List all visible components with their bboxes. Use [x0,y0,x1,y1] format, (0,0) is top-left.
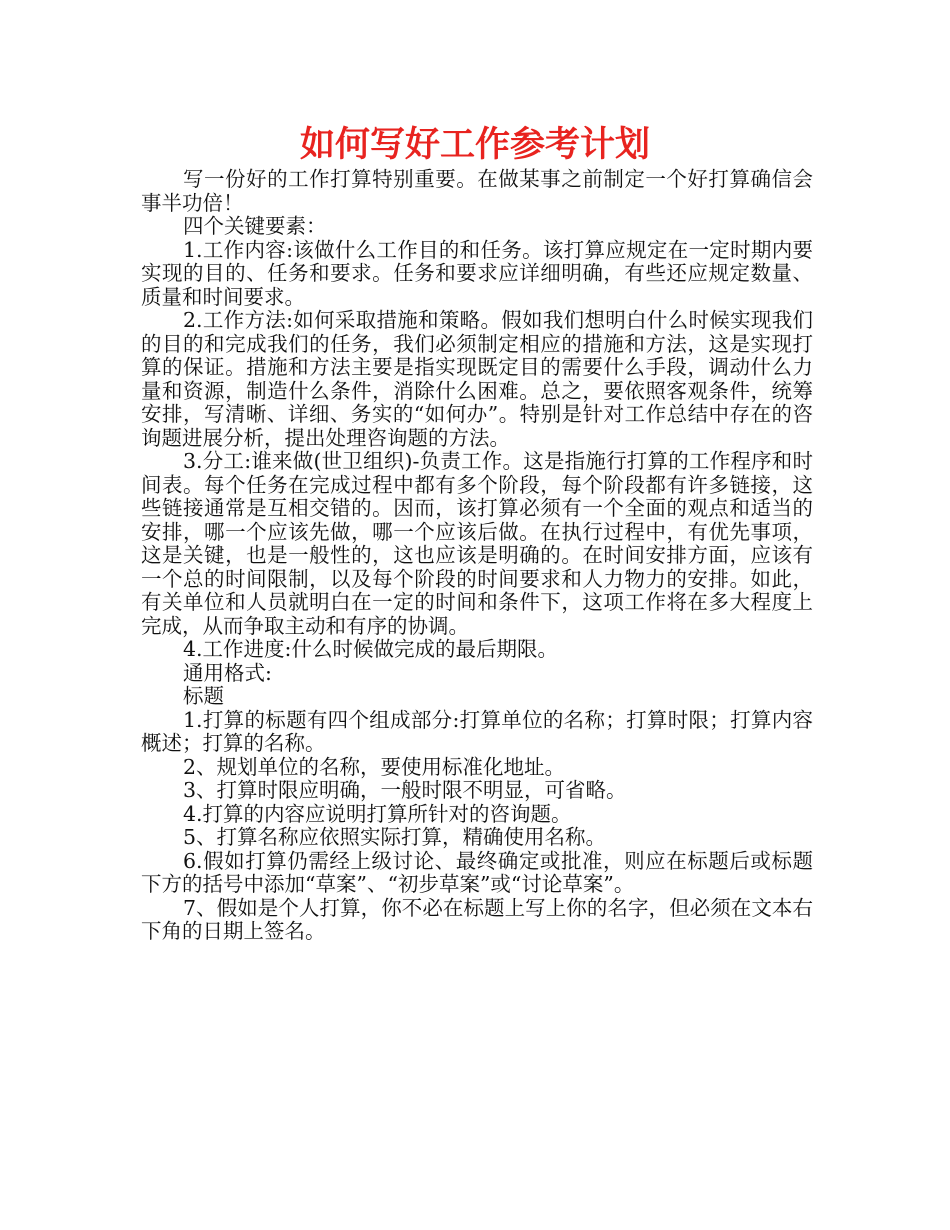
paragraph-format-item-4: 4.打算的内容应说明打算所针对的咨询题。 [183,801,572,826]
paragraph-format-item-1: 1.打算的标题有四个组成部分:打算单位的名称；打算时限；打算内容概述；打算的名称。 [141,707,813,755]
document-body [141,168,813,944]
paragraph-division-of-labor: 3.分工:谁来做(世卫组织)-负责工作。这是指施行打算的工作程序和时间表。每个任务在完成过程中都有多个阶段，每个阶段都有许多链接，这些链接通常是互相交错的。因而，该打算必须有一个全面的观点和适当的安排，哪一个应该先做，哪一个应该后做。在执行过程中，有优先事项，这是关键，也是一般性的，这也应该是明确的。在时间安排方面，应该有一个总的时间限制，以及每个阶段的时间要求和人力物力的安排。如此，有关单位和人员就明白在一定的时间和条件下，这项工作将在多大程度上完成，从而争取主动和有序的协调。 [141,449,813,638]
paragraph-format-item-3: 3、打算时限应明确，一般时限不明显，可省略。 [183,778,627,802]
paragraph-heading-label: 标题 [183,684,224,708]
paragraph-intro: 写一份好的工作打算特别重要。在做某事之前制定一个好打算确信会事半功倍！ [141,167,813,215]
document-title: 如何写好工作参考计划 [299,125,650,165]
paragraph-format-item-5: 5、打算名称应依照实际打算，精确使用名称。 [183,825,607,849]
paragraph-format-item-7: 7、假如是个人打算，你不必在标题上写上你的名字，但必须在文本右下角的日期上签名。 [141,895,813,943]
paragraph-general-format: 通用格式: [183,660,272,685]
paragraph-work-content: 1.工作内容:该做什么工作目的和任务。该打算应规定在一定时期内要实现的目的、任务和要求。任务和要求应详细明确，有些还应规定数量、质量和时间要求。 [141,237,813,309]
paragraph-format-item-6: 6.假如打算仍需经上级讨论、最终确定或批准，则应在标题后或标题下方的括号中添加“草案”、“初步草案”或“讨论草案”。 [141,848,813,896]
paragraph-work-progress: 4.工作进度:什么时候做完成的最后期限。 [183,637,558,661]
paragraph-work-method: 2.工作方法:如何采取措施和策略。假如我们想明白什么时候实现我们的目的和完成我们的任务，我们必须制定相应的措施和方法，这是实现打算的保证。措施和方法主要是指实现既定目的需要什么手段，调动什么力量和资源，制造什么条件，消除什么困难。总之，要依照客观条件，统筹安排，写清晰、详细、务实的“如何办”。特别是针对工作总结中存在的咨询题进展分析，提出处理咨询题的方法。 [141,308,813,450]
paragraph-format-item-2: 2、规划单位的名称，要使用标准化地址。 [183,754,566,779]
paragraph-four-elements: 四个关键要素： [183,214,327,238]
